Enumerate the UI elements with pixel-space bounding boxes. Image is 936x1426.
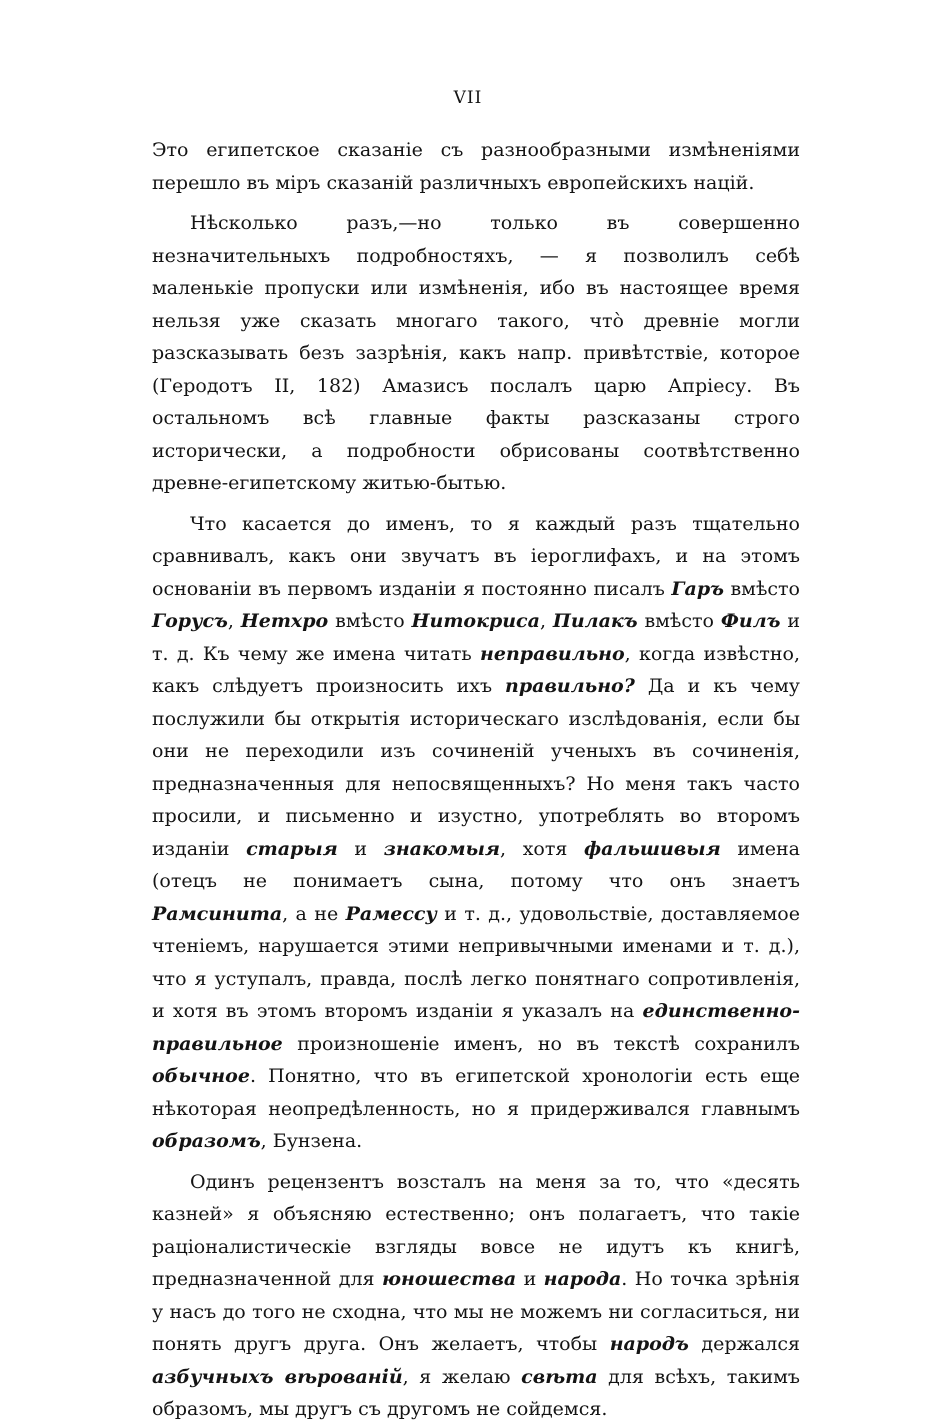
emphasized-text: старыя [246,837,338,860]
text-run: Что касается до именъ, то я каждый разъ тщательно сравнивалъ, какъ они звучатъ въ іероглифахъ, и на этомъ основаніи въ первомъ изданіи я постоянно писалъ [152,512,800,600]
text-run: вмѣсто [328,610,412,632]
body-text [152,134,800,1426]
page-number: VII [453,88,483,108]
emphasized-text: свѣта [521,1365,598,1388]
text-run: и [337,837,384,860]
paragraph-1 [152,134,800,199]
text-run: , [227,610,241,632]
emphasized-text: Рамессу [345,902,437,925]
text-run: , [539,610,553,632]
emphasized-text: правильно? [505,675,635,697]
emphasized-text: знакомыя [383,837,501,860]
text-run: держался [688,1333,800,1355]
text-run: . Но точка зрѣнія у насъ до того не сходна, что мы не можемъ ни согласиться, ни понять другъ друга. Онъ желаетъ, чтобы [152,1268,800,1355]
emphasized-text: Рамсинита [152,902,283,925]
emphasized-text: образомъ [152,1130,261,1152]
text-run: для всѣхъ, такимъ образомъ, мы другъ съ другомъ не сойдемся. [152,1365,800,1420]
paragraph-4 [152,1166,800,1426]
emphasized-text: народъ [609,1333,689,1355]
text-run: и т. д. Къ чему же имена читать [152,610,800,665]
emphasized-text: народа [543,1268,622,1290]
text-run: . Понятно, что въ египетской хронологіи есть еще нѣкоторая неопредѣленность, но я придерживался главнымъ [152,1065,800,1120]
text-run: имена (отецъ не понимаетъ сына, потому что онъ знаетъ [152,837,801,892]
emphasized-text: единственно-правильное [152,1000,800,1055]
text-run: Да и къ чему послужили бы открытія историческаго изслѣдованія, если бы они не переходили изъ сочиненій ученыхъ въ сочиненія, предназначенныя для непосвященныхъ? Но меня такъ часто просили, и письменно и изустно, употреблять во второмъ изданіи [152,675,800,860]
emphasized-text: Гаръ [671,577,724,600]
text-run: Нѣсколько разъ,—но только въ совершенно незначительныхъ подробностяхъ, — я позволилъ себѣ маленькіе пропуски или измѣненія, ибо въ настоящее время нельзя уже сказать многаго такого, что̀ древніе могли разсказывать безъ зазрѣнія, какъ напр. привѣтствіе, которое (Геродотъ II, 182) Амазисъ послалъ царю Апріесу. Въ остальномъ всѣ главные факты разсказаны строго исторически, а подробности обрисованы соотвѣтственно древне-египетскому житью-бытью. [152,212,800,494]
emphasized-text: Горусъ [152,610,228,632]
emphasized-text: Нетхро [240,610,329,632]
emphasized-text: Нитокриса [411,610,540,632]
text-run: , хотя [500,837,584,860]
paragraph-2 [152,207,800,500]
text-run: Одинъ рецензентъ возсталъ на меня за то, что «десять казней» я объясняю естественно; онъ полагаетъ, что такіе раціоналистическіе взгляды вовсе не идутъ къ книгѣ, предназначенной для [152,1170,800,1290]
paragraph-3 [152,508,800,1158]
text-run: и [516,1268,544,1290]
emphasized-text: юношества [381,1268,517,1290]
text-run: и т. д., удовольствіе, доставляемое чтеніемъ, нарушается этими непривычными именами и т. д.), что я уступалъ, правда, послѣ легко понятнаго сопротивленія, и хотя въ этомъ второмъ изданіи я указалъ на [152,902,800,1022]
text-run: , Бунзена. [260,1130,363,1152]
emphasized-text: фальшивыя [583,837,721,860]
emphasized-text: азбучныхъ вѣрованій [152,1365,403,1388]
text-run: вмѣсто [723,577,800,600]
emphasized-text: неправильно [480,642,625,665]
emphasized-text: обычное [152,1065,250,1087]
emphasized-text: Филъ [720,610,781,632]
text-run: произношеніе именъ, но въ текстѣ сохранилъ [282,1032,800,1055]
text-run: вмѣсто [637,610,721,632]
emphasized-text: Пилакъ [552,610,638,632]
text-run: , когда извѣстно, какъ слѣдуетъ произносить ихъ [152,642,800,697]
text-run: , я желаю [402,1365,522,1388]
text-run: , а не [282,902,346,925]
text-run: Это египетское сказаніе съ разнообразными измѣненіями перешло въ міръ сказаній различныхъ европейскихъ націй. [152,139,800,194]
